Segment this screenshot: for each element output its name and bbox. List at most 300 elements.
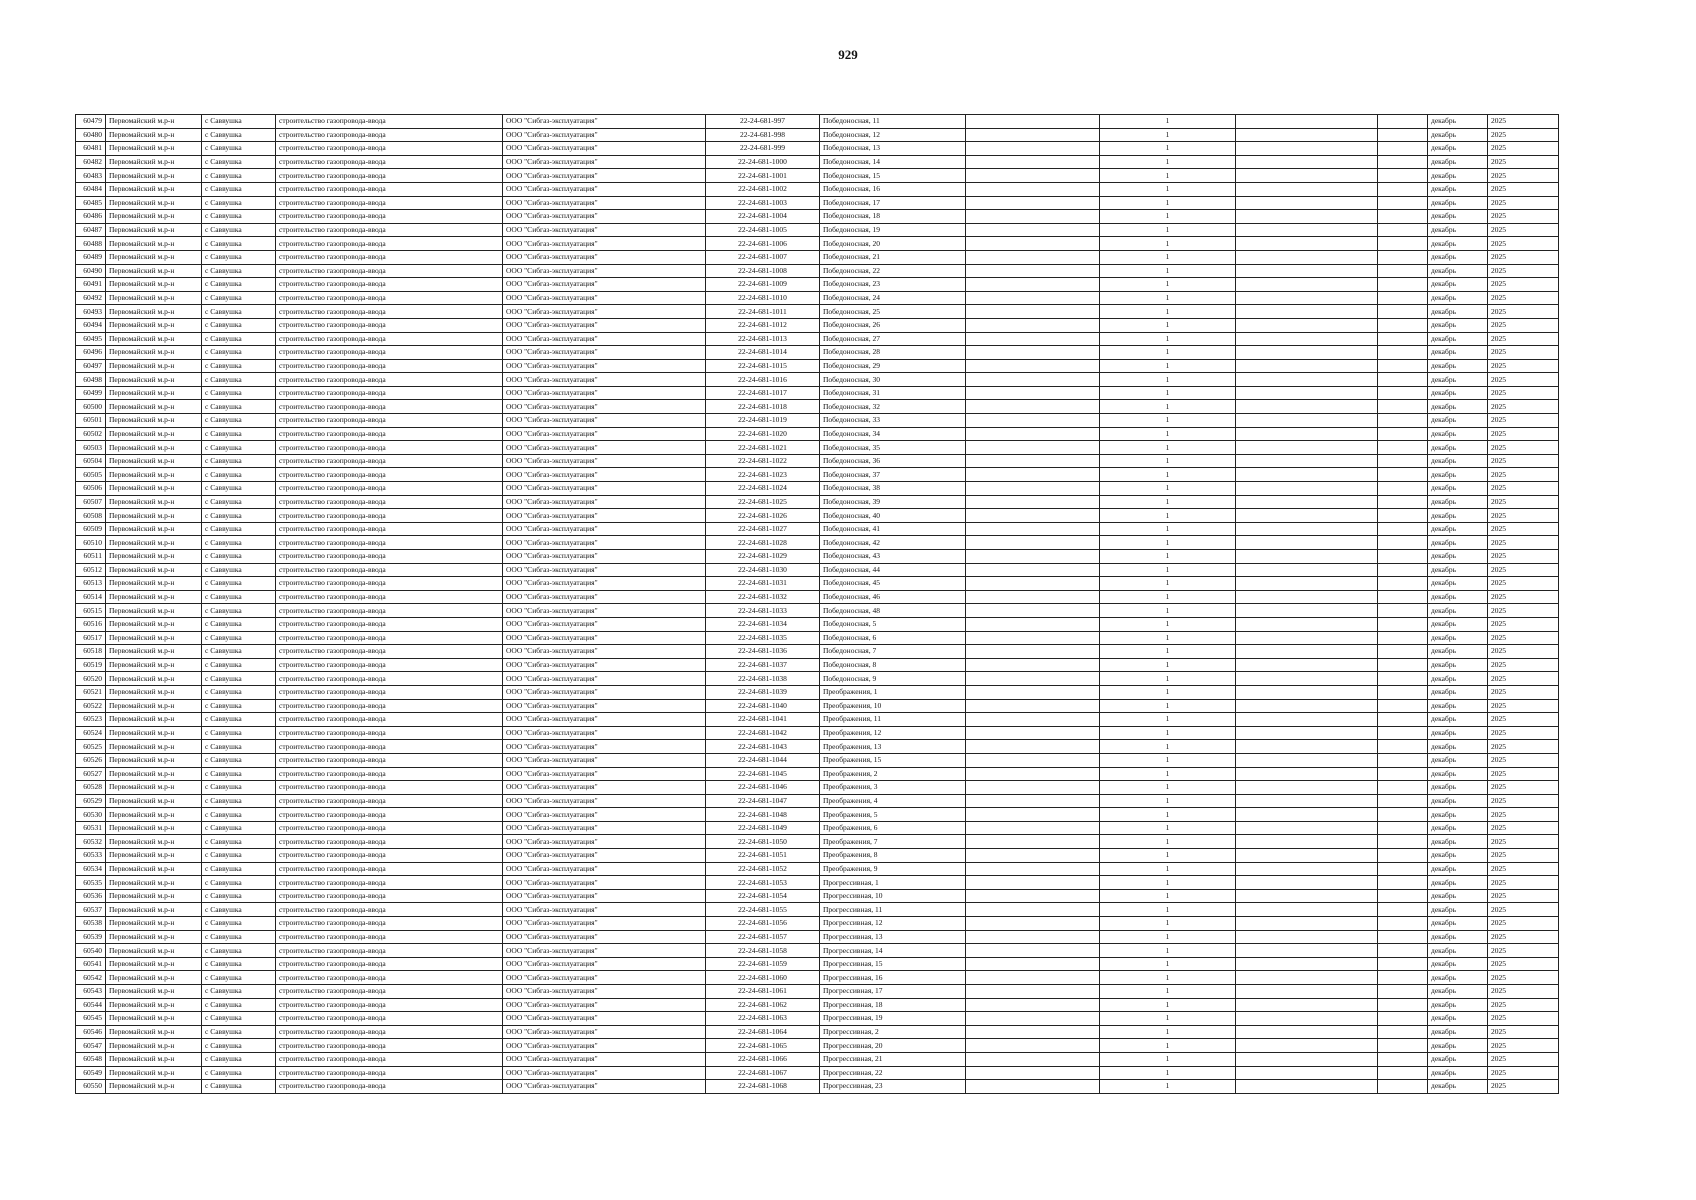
cell-empty: [966, 590, 1100, 604]
cell-quantity: 1: [1100, 876, 1236, 890]
cell-village: с Саввушка: [202, 604, 276, 618]
cell-empty: [1378, 414, 1428, 428]
cell-empty: [966, 400, 1100, 414]
cell-organization: ООО "Сибгаз-эксплуатация": [503, 373, 706, 387]
cell-quantity: 1: [1100, 509, 1236, 523]
cell-empty: [1236, 617, 1378, 631]
table-row: [76, 577, 1559, 591]
cell-permit: 22-24-681-1033: [706, 604, 820, 618]
cell-id: 60547: [76, 1039, 106, 1053]
cell-empty: [966, 414, 1100, 428]
cell-permit: 22-24-681-1065: [706, 1039, 820, 1053]
cell-empty: [966, 998, 1100, 1012]
cell-empty: [966, 332, 1100, 346]
cell-empty: [966, 1039, 1100, 1053]
cell-year: 2025: [1488, 876, 1559, 890]
cell-quantity: 1: [1100, 210, 1236, 224]
cell-quantity: 1: [1100, 944, 1236, 958]
table-row: [76, 250, 1559, 264]
cell-year: 2025: [1488, 645, 1559, 659]
cell-address: Преображения, 5: [820, 808, 966, 822]
cell-permit: 22-24-681-1021: [706, 441, 820, 455]
cell-permit: 22-24-681-1009: [706, 278, 820, 292]
cell-month: декабрь: [1428, 210, 1488, 224]
cell-year: 2025: [1488, 917, 1559, 931]
table-row: [76, 115, 1559, 129]
table-row: [76, 957, 1559, 971]
cell-empty: [966, 903, 1100, 917]
cell-year: 2025: [1488, 862, 1559, 876]
cell-empty: [966, 821, 1100, 835]
cell-year: 2025: [1488, 182, 1559, 196]
cell-month: декабрь: [1428, 794, 1488, 808]
cell-year: 2025: [1488, 957, 1559, 971]
cell-empty: [1236, 522, 1378, 536]
cell-empty: [966, 169, 1100, 183]
cell-year: 2025: [1488, 359, 1559, 373]
table-row: [76, 346, 1559, 360]
cell-address: Победоносная, 37: [820, 468, 966, 482]
cell-district: Первомайский м.р-н: [106, 944, 202, 958]
cell-organization: ООО "Сибгаз-эксплуатация": [503, 917, 706, 931]
cell-empty: [1236, 699, 1378, 713]
cell-address: Победоносная, 28: [820, 346, 966, 360]
cell-permit: 22-24-681-1060: [706, 971, 820, 985]
cell-work: строительство газопровода-ввода: [276, 264, 503, 278]
cell-village: с Саввушка: [202, 318, 276, 332]
cell-district: Первомайский м.р-н: [106, 794, 202, 808]
cell-empty: [1236, 495, 1378, 509]
cell-work: строительство газопровода-ввода: [276, 944, 503, 958]
cell-year: 2025: [1488, 386, 1559, 400]
cell-empty: [1236, 835, 1378, 849]
cell-id: 60508: [76, 509, 106, 523]
cell-empty: [1378, 278, 1428, 292]
cell-work: строительство газопровода-ввода: [276, 278, 503, 292]
cell-district: Первомайский м.р-н: [106, 740, 202, 754]
cell-quantity: 1: [1100, 808, 1236, 822]
cell-empty: [1378, 631, 1428, 645]
cell-address: Преображения, 3: [820, 781, 966, 795]
cell-organization: ООО "Сибгаз-эксплуатация": [503, 713, 706, 727]
cell-empty: [1378, 482, 1428, 496]
cell-permit: 22-24-681-1010: [706, 291, 820, 305]
cell-organization: ООО "Сибгаз-эксплуатация": [503, 903, 706, 917]
cell-permit: 22-24-681-1034: [706, 617, 820, 631]
cell-year: 2025: [1488, 414, 1559, 428]
cell-district: Первомайский м.р-н: [106, 550, 202, 564]
cell-work: строительство газопровода-ввода: [276, 536, 503, 550]
cell-organization: ООО "Сибгаз-эксплуатация": [503, 699, 706, 713]
cell-month: декабрь: [1428, 645, 1488, 659]
cell-quantity: 1: [1100, 645, 1236, 659]
cell-quantity: 1: [1100, 400, 1236, 414]
cell-empty: [966, 944, 1100, 958]
cell-organization: ООО "Сибгаз-эксплуатация": [503, 957, 706, 971]
cell-organization: ООО "Сибгаз-эксплуатация": [503, 155, 706, 169]
cell-village: с Саввушка: [202, 998, 276, 1012]
cell-year: 2025: [1488, 658, 1559, 672]
cell-organization: ООО "Сибгаз-эксплуатация": [503, 604, 706, 618]
table-row: [76, 1080, 1559, 1094]
cell-address: Преображения, 7: [820, 835, 966, 849]
cell-district: Первомайский м.р-н: [106, 930, 202, 944]
cell-empty: [966, 577, 1100, 591]
cell-year: 2025: [1488, 373, 1559, 387]
cell-month: декабрь: [1428, 291, 1488, 305]
cell-work: строительство газопровода-ввода: [276, 400, 503, 414]
table-row: [76, 468, 1559, 482]
cell-work: строительство газопровода-ввода: [276, 998, 503, 1012]
cell-address: Победоносная, 21: [820, 250, 966, 264]
cell-empty: [966, 808, 1100, 822]
cell-address: Победоносная, 33: [820, 414, 966, 428]
cell-month: декабрь: [1428, 767, 1488, 781]
cell-month: декабрь: [1428, 223, 1488, 237]
cell-month: декабрь: [1428, 617, 1488, 631]
cell-empty: [1236, 305, 1378, 319]
cell-empty: [1378, 672, 1428, 686]
cell-permit: 22-24-681-1051: [706, 849, 820, 863]
cell-id: 60492: [76, 291, 106, 305]
cell-organization: ООО "Сибгаз-эксплуатация": [503, 563, 706, 577]
cell-month: декабрь: [1428, 264, 1488, 278]
cell-quantity: 1: [1100, 482, 1236, 496]
cell-year: 2025: [1488, 400, 1559, 414]
cell-village: с Саввушка: [202, 1080, 276, 1094]
cell-permit: 22-24-681-1017: [706, 386, 820, 400]
table-body: [76, 115, 1559, 1094]
cell-empty: [1378, 767, 1428, 781]
cell-empty: [1378, 128, 1428, 142]
cell-month: декабрь: [1428, 414, 1488, 428]
cell-work: строительство газопровода-ввода: [276, 658, 503, 672]
cell-work: строительство газопровода-ввода: [276, 835, 503, 849]
cell-id: 60544: [76, 998, 106, 1012]
cell-empty: [1236, 658, 1378, 672]
cell-empty: [966, 210, 1100, 224]
cell-village: с Саввушка: [202, 536, 276, 550]
cell-quantity: 1: [1100, 917, 1236, 931]
table-row: [76, 291, 1559, 305]
cell-empty: [966, 1012, 1100, 1026]
cell-district: Первомайский м.р-н: [106, 998, 202, 1012]
cell-village: с Саввушка: [202, 414, 276, 428]
cell-month: декабрь: [1428, 985, 1488, 999]
cell-quantity: 1: [1100, 740, 1236, 754]
cell-empty: [1236, 998, 1378, 1012]
cell-empty: [1378, 849, 1428, 863]
cell-empty: [1236, 808, 1378, 822]
cell-year: 2025: [1488, 699, 1559, 713]
cell-address: Победоносная, 43: [820, 550, 966, 564]
cell-permit: 22-24-681-1063: [706, 1012, 820, 1026]
cell-village: с Саввушка: [202, 400, 276, 414]
cell-empty: [1236, 359, 1378, 373]
cell-organization: ООО "Сибгаз-эксплуатация": [503, 672, 706, 686]
cell-address: Преображения, 2: [820, 767, 966, 781]
cell-id: 60535: [76, 876, 106, 890]
cell-empty: [1378, 495, 1428, 509]
cell-quantity: 1: [1100, 794, 1236, 808]
cell-empty: [1236, 672, 1378, 686]
cell-empty: [1378, 957, 1428, 971]
cell-month: декабрь: [1428, 835, 1488, 849]
cell-address: Прогрессивная, 2: [820, 1025, 966, 1039]
cell-address: Победоносная, 40: [820, 509, 966, 523]
cell-empty: [1236, 550, 1378, 564]
cell-empty: [1236, 386, 1378, 400]
cell-district: Первомайский м.р-н: [106, 808, 202, 822]
cell-id: 60550: [76, 1080, 106, 1094]
table-row: [76, 318, 1559, 332]
cell-year: 2025: [1488, 1025, 1559, 1039]
cell-empty: [966, 781, 1100, 795]
cell-empty: [1378, 889, 1428, 903]
cell-organization: ООО "Сибгаз-эксплуатация": [503, 808, 706, 822]
cell-permit: 22-24-681-1043: [706, 740, 820, 754]
cell-empty: [1236, 373, 1378, 387]
cell-empty: [1378, 196, 1428, 210]
cell-month: декабрь: [1428, 373, 1488, 387]
table-row: [76, 1012, 1559, 1026]
cell-district: Первомайский м.р-н: [106, 563, 202, 577]
cell-permit: 22-24-681-1028: [706, 536, 820, 550]
cell-year: 2025: [1488, 604, 1559, 618]
cell-year: 2025: [1488, 767, 1559, 781]
cell-empty: [1378, 645, 1428, 659]
cell-empty: [1236, 509, 1378, 523]
cell-address: Победоносная, 44: [820, 563, 966, 577]
cell-empty: [1378, 169, 1428, 183]
cell-work: строительство газопровода-ввода: [276, 1080, 503, 1094]
cell-address: Прогрессивная, 21: [820, 1052, 966, 1066]
cell-organization: ООО "Сибгаз-эксплуатация": [503, 291, 706, 305]
cell-quantity: 1: [1100, 1052, 1236, 1066]
table-row: [76, 781, 1559, 795]
cell-village: с Саввушка: [202, 182, 276, 196]
cell-id: 60538: [76, 917, 106, 931]
cell-quantity: 1: [1100, 182, 1236, 196]
cell-work: строительство газопровода-ввода: [276, 359, 503, 373]
cell-work: строительство газопровода-ввода: [276, 726, 503, 740]
table-row: [76, 223, 1559, 237]
cell-address: Победоносная, 46: [820, 590, 966, 604]
cell-village: с Саввушка: [202, 278, 276, 292]
table-row: [76, 862, 1559, 876]
table-row: [76, 414, 1559, 428]
cell-empty: [1236, 781, 1378, 795]
cell-work: строительство газопровода-ввода: [276, 985, 503, 999]
cell-quantity: 1: [1100, 767, 1236, 781]
cell-organization: ООО "Сибгаз-эксплуатация": [503, 482, 706, 496]
cell-organization: ООО "Сибгаз-эксплуатация": [503, 1066, 706, 1080]
cell-empty: [966, 685, 1100, 699]
cell-district: Первомайский м.р-н: [106, 441, 202, 455]
cell-empty: [1378, 1039, 1428, 1053]
cell-address: Победоносная, 31: [820, 386, 966, 400]
table-row: [76, 889, 1559, 903]
cell-month: декабрь: [1428, 821, 1488, 835]
cell-permit: 22-24-681-1062: [706, 998, 820, 1012]
cell-village: с Саввушка: [202, 617, 276, 631]
cell-permit: 22-24-681-1048: [706, 808, 820, 822]
cell-empty: [1236, 454, 1378, 468]
cell-address: Преображения, 1: [820, 685, 966, 699]
cell-year: 2025: [1488, 577, 1559, 591]
cell-month: декабрь: [1428, 509, 1488, 523]
cell-empty: [1236, 414, 1378, 428]
cell-year: 2025: [1488, 142, 1559, 156]
cell-work: строительство газопровода-ввода: [276, 454, 503, 468]
cell-address: Победоносная, 42: [820, 536, 966, 550]
cell-month: декабрь: [1428, 305, 1488, 319]
cell-village: с Саввушка: [202, 332, 276, 346]
cell-empty: [966, 672, 1100, 686]
table-row: [76, 876, 1559, 890]
cell-empty: [1236, 182, 1378, 196]
cell-quantity: 1: [1100, 250, 1236, 264]
cell-empty: [1378, 985, 1428, 999]
cell-id: 60501: [76, 414, 106, 428]
cell-village: с Саввушка: [202, 740, 276, 754]
cell-organization: ООО "Сибгаз-эксплуатация": [503, 182, 706, 196]
cell-month: декабрь: [1428, 115, 1488, 129]
cell-empty: [1378, 264, 1428, 278]
table-row: [76, 645, 1559, 659]
cell-village: с Саввушка: [202, 917, 276, 931]
cell-district: Первомайский м.р-н: [106, 985, 202, 999]
cell-work: строительство газопровода-ввода: [276, 617, 503, 631]
cell-empty: [966, 373, 1100, 387]
cell-id: 60537: [76, 903, 106, 917]
cell-month: декабрь: [1428, 155, 1488, 169]
cell-id: 60506: [76, 482, 106, 496]
cell-district: Первомайский м.р-н: [106, 672, 202, 686]
table-row: [76, 210, 1559, 224]
cell-empty: [1378, 617, 1428, 631]
cell-empty: [966, 794, 1100, 808]
cell-organization: ООО "Сибгаз-эксплуатация": [503, 332, 706, 346]
cell-district: Первомайский м.р-н: [106, 753, 202, 767]
cell-work: строительство газопровода-ввода: [276, 794, 503, 808]
cell-empty: [1378, 346, 1428, 360]
cell-empty: [1236, 645, 1378, 659]
cell-village: с Саввушка: [202, 305, 276, 319]
cell-permit: 22-24-681-1024: [706, 482, 820, 496]
cell-permit: 22-24-681-1040: [706, 699, 820, 713]
cell-village: с Саввушка: [202, 509, 276, 523]
cell-empty: [966, 223, 1100, 237]
cell-id: 60541: [76, 957, 106, 971]
cell-empty: [966, 291, 1100, 305]
cell-permit: 22-24-681-1007: [706, 250, 820, 264]
cell-district: Первомайский м.р-н: [106, 318, 202, 332]
cell-address: Победоносная, 38: [820, 482, 966, 496]
cell-organization: ООО "Сибгаз-эксплуатация": [503, 631, 706, 645]
table-row: [76, 482, 1559, 496]
cell-id: 60487: [76, 223, 106, 237]
cell-organization: ООО "Сибгаз-эксплуатация": [503, 318, 706, 332]
cell-work: строительство газопровода-ввода: [276, 237, 503, 251]
cell-address: Прогрессивная, 10: [820, 889, 966, 903]
cell-district: Первомайский м.р-н: [106, 250, 202, 264]
cell-organization: ООО "Сибгаз-эксплуатация": [503, 685, 706, 699]
cell-id: 60514: [76, 590, 106, 604]
cell-empty: [1378, 563, 1428, 577]
table-row: [76, 196, 1559, 210]
cell-empty: [966, 468, 1100, 482]
cell-empty: [1378, 726, 1428, 740]
table-row: [76, 794, 1559, 808]
cell-empty: [1236, 590, 1378, 604]
cell-district: Первомайский м.р-н: [106, 577, 202, 591]
cell-permit: 22-24-681-1026: [706, 509, 820, 523]
cell-permit: 22-24-681-1061: [706, 985, 820, 999]
cell-district: Первомайский м.р-н: [106, 726, 202, 740]
cell-month: декабрь: [1428, 849, 1488, 863]
cell-work: строительство газопровода-ввода: [276, 1066, 503, 1080]
cell-empty: [1236, 971, 1378, 985]
cell-work: строительство газопровода-ввода: [276, 386, 503, 400]
cell-district: Первомайский м.р-н: [106, 849, 202, 863]
cell-empty: [1236, 577, 1378, 591]
cell-permit: 22-24-681-1027: [706, 522, 820, 536]
cell-address: Преображения, 6: [820, 821, 966, 835]
cell-month: декабрь: [1428, 1052, 1488, 1066]
cell-empty: [966, 849, 1100, 863]
cell-permit: 22-24-681-1022: [706, 454, 820, 468]
cell-organization: ООО "Сибгаз-эксплуатация": [503, 414, 706, 428]
cell-year: 2025: [1488, 305, 1559, 319]
cell-id: 60482: [76, 155, 106, 169]
cell-id: 60536: [76, 889, 106, 903]
cell-empty: [1378, 427, 1428, 441]
cell-id: 60483: [76, 169, 106, 183]
cell-permit: 22-24-681-1038: [706, 672, 820, 686]
cell-id: 60513: [76, 577, 106, 591]
cell-work: строительство газопровода-ввода: [276, 468, 503, 482]
cell-empty: [1378, 903, 1428, 917]
cell-empty: [1378, 291, 1428, 305]
cell-month: декабрь: [1428, 550, 1488, 564]
cell-empty: [1236, 753, 1378, 767]
cell-work: строительство газопровода-ввода: [276, 318, 503, 332]
cell-empty: [966, 550, 1100, 564]
cell-village: с Саввушка: [202, 658, 276, 672]
cell-permit: 22-24-681-1018: [706, 400, 820, 414]
cell-empty: [966, 658, 1100, 672]
cell-permit: 22-24-681-1006: [706, 237, 820, 251]
cell-work: строительство газопровода-ввода: [276, 482, 503, 496]
cell-district: Первомайский м.р-н: [106, 971, 202, 985]
table-row: [76, 278, 1559, 292]
cell-month: декабрь: [1428, 998, 1488, 1012]
cell-district: Первомайский м.р-н: [106, 889, 202, 903]
table-row: [76, 373, 1559, 387]
table-row: [76, 726, 1559, 740]
cell-address: Победоносная, 45: [820, 577, 966, 591]
cell-permit: 22-24-681-1055: [706, 903, 820, 917]
cell-empty: [1236, 726, 1378, 740]
cell-quantity: 1: [1100, 631, 1236, 645]
cell-year: 2025: [1488, 1066, 1559, 1080]
cell-organization: ООО "Сибгаз-эксплуатация": [503, 454, 706, 468]
cell-id: 60503: [76, 441, 106, 455]
cell-village: с Саввушка: [202, 346, 276, 360]
cell-organization: ООО "Сибгаз-эксплуатация": [503, 441, 706, 455]
cell-id: 60481: [76, 142, 106, 156]
